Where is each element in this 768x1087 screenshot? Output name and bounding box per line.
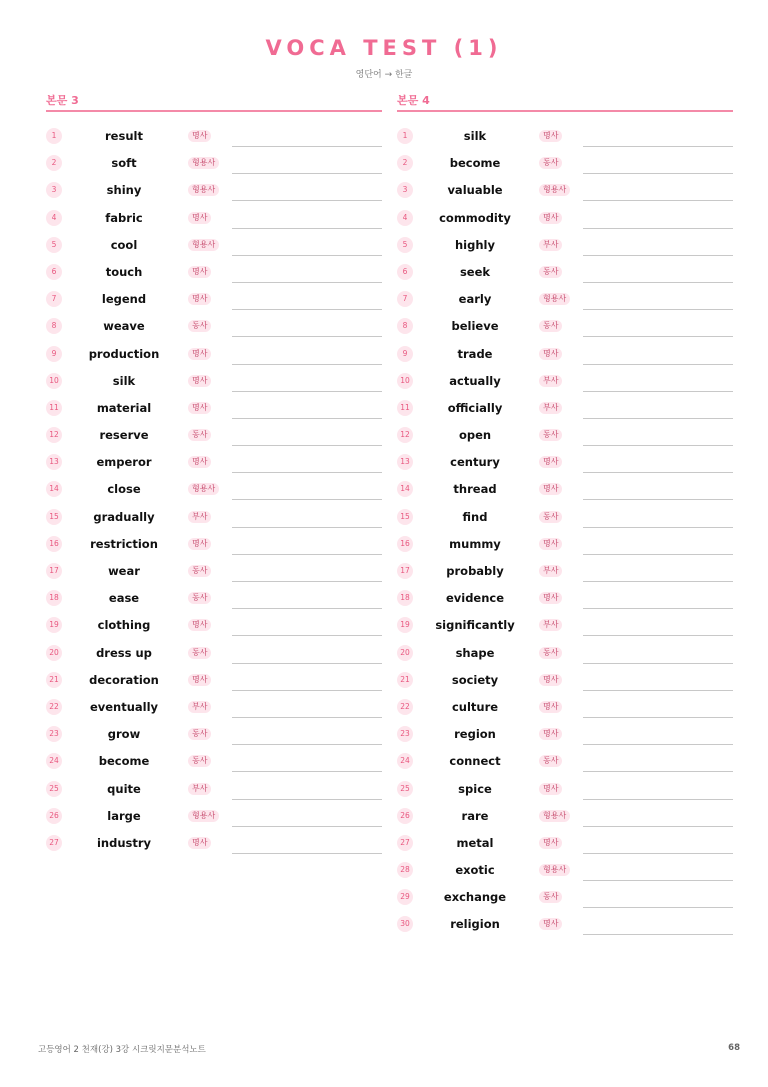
vocab-row [397, 885, 733, 912]
answer-line[interactable] [583, 554, 733, 555]
answer-line[interactable] [583, 336, 733, 337]
part-of-speech-badge: 동사 [539, 266, 562, 278]
part-of-speech-badge: 동사 [188, 592, 211, 604]
item-number: 7 [397, 291, 413, 307]
item-number: 14 [46, 481, 62, 497]
part-of-speech-badge: 동사 [188, 647, 211, 659]
english-word: significantly [435, 618, 515, 633]
answer-line[interactable] [583, 228, 733, 229]
answer-line[interactable] [232, 472, 382, 473]
answer-line[interactable] [232, 499, 382, 500]
item-number: 1 [397, 128, 413, 144]
part-of-speech-badge: 명사 [539, 483, 562, 495]
vocab-row [46, 831, 382, 858]
english-word: emperor [96, 455, 152, 470]
item-number: 5 [397, 237, 413, 253]
vocab-row [46, 342, 382, 369]
item-number: 22 [397, 699, 413, 715]
part-of-speech-badge: 명사 [188, 402, 211, 414]
answer-line[interactable] [583, 445, 733, 446]
vocab-row [46, 260, 382, 287]
english-word: century [450, 455, 500, 470]
english-word: rare [461, 808, 489, 823]
english-word: commodity [439, 210, 511, 225]
vocab-row [46, 613, 382, 640]
vocab-row [46, 532, 382, 559]
part-of-speech-badge: 형용사 [539, 184, 570, 196]
english-word: grow [107, 727, 141, 742]
answer-line[interactable] [232, 554, 382, 555]
part-of-speech-badge: 형용사 [539, 864, 570, 876]
vocab-row [397, 477, 733, 504]
english-word: society [451, 672, 499, 687]
english-word: trade [457, 346, 493, 361]
answer-line[interactable] [232, 690, 382, 691]
item-number: 9 [46, 346, 62, 362]
part-of-speech-badge: 동사 [188, 565, 211, 577]
part-of-speech-badge: 명사 [188, 456, 211, 468]
answer-line[interactable] [232, 391, 382, 392]
vocab-row [46, 151, 382, 178]
part-of-speech-badge: 부사 [539, 619, 562, 631]
english-word: mummy [449, 536, 501, 551]
vocab-row [397, 804, 733, 831]
english-word: culture [451, 699, 499, 714]
answer-line[interactable] [232, 445, 382, 446]
part-of-speech-badge: 부사 [188, 511, 211, 523]
item-number: 8 [397, 318, 413, 334]
english-word: evidence [445, 591, 505, 606]
part-of-speech-badge: 명사 [539, 674, 562, 686]
footer-book-title: 고등영어 2 천재(강) 3강 시크릿지문분석노트 [38, 1045, 206, 1055]
part-of-speech-badge: 동사 [539, 429, 562, 441]
answer-line[interactable] [583, 364, 733, 365]
item-number: 17 [397, 563, 413, 579]
vocab-row [46, 314, 382, 341]
vocab-row [397, 450, 733, 477]
english-word: shape [455, 645, 495, 660]
vocab-row [397, 722, 733, 749]
part-of-speech-badge: 형용사 [539, 293, 570, 305]
part-of-speech-badge: 명사 [539, 456, 562, 468]
item-number: 8 [46, 318, 62, 334]
item-number: 6 [46, 264, 62, 280]
vocab-row [397, 206, 733, 233]
english-word: spice [458, 781, 492, 796]
answer-line[interactable] [232, 717, 382, 718]
part-of-speech-badge: 형용사 [539, 810, 570, 822]
vocab-row [46, 450, 382, 477]
answer-line[interactable] [583, 472, 733, 473]
part-of-speech-badge: 명사 [539, 783, 562, 795]
answer-line[interactable] [232, 635, 382, 636]
item-number: 22 [46, 699, 62, 715]
answer-line[interactable] [232, 581, 382, 582]
vocab-row [397, 233, 733, 260]
item-number: 16 [46, 536, 62, 552]
item-number: 12 [397, 427, 413, 443]
vocab-row [397, 559, 733, 586]
item-number: 24 [397, 753, 413, 769]
item-number: 16 [397, 536, 413, 552]
part-of-speech-badge: 동사 [539, 157, 562, 169]
english-word: early [458, 292, 492, 307]
item-number: 29 [397, 889, 413, 905]
answer-line[interactable] [232, 336, 382, 337]
english-word: material [96, 400, 152, 415]
part-of-speech-badge: 명사 [539, 212, 562, 224]
english-word: shiny [106, 183, 142, 198]
item-number: 2 [397, 155, 413, 171]
part-of-speech-badge: 형용사 [188, 239, 219, 251]
english-word: become [449, 156, 501, 171]
english-word: weave [103, 319, 145, 334]
part-of-speech-badge: 동사 [188, 728, 211, 740]
english-word: fabric [105, 210, 143, 225]
vocab-row [397, 777, 733, 804]
item-number: 13 [397, 454, 413, 470]
english-word: industry [96, 835, 152, 850]
part-of-speech-badge: 형용사 [188, 157, 219, 169]
item-number: 4 [46, 210, 62, 226]
part-of-speech-badge: 동사 [539, 511, 562, 523]
english-word: close [107, 482, 141, 497]
part-of-speech-badge: 부사 [539, 565, 562, 577]
item-number: 10 [397, 373, 413, 389]
english-word: dress up [96, 645, 152, 660]
english-word: highly [455, 237, 495, 252]
answer-line[interactable] [583, 717, 733, 718]
part-of-speech-badge: 명사 [539, 837, 562, 849]
english-word: believe [451, 319, 499, 334]
english-word: metal [456, 835, 494, 850]
english-word: soft [111, 156, 137, 171]
item-number: 7 [46, 291, 62, 307]
part-of-speech-badge: 부사 [188, 783, 211, 795]
english-word: reserve [99, 428, 149, 443]
english-word: find [462, 509, 488, 524]
vocab-row [46, 695, 382, 722]
part-of-speech-badge: 동사 [539, 891, 562, 903]
vocab-row [397, 260, 733, 287]
part-of-speech-badge: 동사 [188, 429, 211, 441]
part-of-speech-badge: 명사 [188, 619, 211, 631]
section-column-right [397, 93, 733, 940]
answer-line[interactable] [583, 826, 733, 827]
vocab-row [46, 124, 382, 151]
part-of-speech-badge: 부사 [539, 402, 562, 414]
item-number: 27 [46, 835, 62, 851]
vocab-row [397, 151, 733, 178]
vocab-row [46, 722, 382, 749]
part-of-speech-badge: 형용사 [188, 184, 219, 196]
answer-line[interactable] [232, 200, 382, 201]
english-word: cool [110, 237, 138, 252]
vocab-row [397, 178, 733, 205]
item-number: 27 [397, 835, 413, 851]
item-number: 6 [397, 264, 413, 280]
english-word: touch [105, 264, 143, 279]
english-word: exotic [455, 863, 495, 878]
item-number: 21 [46, 672, 62, 688]
answer-line[interactable] [583, 200, 733, 201]
answer-line[interactable] [583, 282, 733, 283]
english-word: officially [447, 400, 503, 415]
answer-line[interactable] [232, 255, 382, 256]
part-of-speech-badge: 명사 [188, 837, 211, 849]
part-of-speech-badge: 명사 [539, 538, 562, 550]
answer-line[interactable] [232, 608, 382, 609]
vocab-row [397, 641, 733, 668]
part-of-speech-badge: 명사 [539, 728, 562, 740]
english-word: large [107, 808, 141, 823]
vocab-row [397, 369, 733, 396]
item-number: 20 [397, 645, 413, 661]
english-word: connect [449, 754, 501, 769]
item-number: 1 [46, 128, 62, 144]
answer-line[interactable] [583, 907, 733, 908]
answer-line[interactable] [583, 309, 733, 310]
english-word: region [454, 727, 496, 742]
part-of-speech-badge: 명사 [188, 375, 211, 387]
vocab-row [397, 831, 733, 858]
vocab-row [397, 314, 733, 341]
answer-line[interactable] [232, 309, 382, 310]
vocab-row [46, 206, 382, 233]
english-word: religion [450, 917, 500, 932]
english-word: restriction [90, 536, 158, 551]
english-word: ease [108, 591, 140, 606]
vocab-row [397, 586, 733, 613]
item-number: 18 [46, 590, 62, 606]
item-number: 13 [46, 454, 62, 470]
vocab-row [397, 287, 733, 314]
answer-line[interactable] [583, 799, 733, 800]
vocab-row [46, 641, 382, 668]
part-of-speech-badge: 명사 [188, 212, 211, 224]
item-number: 24 [46, 753, 62, 769]
page-title: VOCA TEST (1) [265, 36, 503, 60]
vocab-row [46, 559, 382, 586]
vocab-list [397, 124, 733, 940]
item-number: 11 [46, 400, 62, 416]
vocab-row [46, 749, 382, 776]
vocab-row [46, 287, 382, 314]
vocab-row [397, 912, 733, 939]
answer-line[interactable] [232, 853, 382, 854]
item-number: 26 [397, 808, 413, 824]
answer-line[interactable] [232, 527, 382, 528]
part-of-speech-badge: 명사 [188, 293, 211, 305]
answer-line[interactable] [232, 364, 382, 365]
vocab-row [397, 342, 733, 369]
vocab-row [46, 668, 382, 695]
page-number: 68 [728, 1043, 740, 1053]
part-of-speech-badge: 명사 [188, 538, 211, 550]
answer-line[interactable] [583, 934, 733, 935]
answer-line[interactable] [232, 146, 382, 147]
item-number: 11 [397, 400, 413, 416]
section-heading: 본문 4 [397, 93, 733, 112]
vocab-row [46, 505, 382, 532]
english-word: open [458, 428, 492, 443]
answer-line[interactable] [583, 608, 733, 609]
item-number: 4 [397, 210, 413, 226]
vocab-row [46, 369, 382, 396]
vocab-row [397, 532, 733, 559]
english-word: clothing [97, 618, 151, 633]
item-number: 2 [46, 155, 62, 171]
item-number: 18 [397, 590, 413, 606]
english-word: result [105, 129, 143, 143]
part-of-speech-badge: 형용사 [188, 810, 219, 822]
section-heading: 본문 3 [46, 93, 382, 112]
item-number: 14 [397, 481, 413, 497]
vocab-row [46, 477, 382, 504]
answer-line[interactable] [583, 418, 733, 419]
answer-line[interactable] [583, 853, 733, 854]
answer-line[interactable] [583, 255, 733, 256]
item-number: 23 [397, 726, 413, 742]
part-of-speech-badge: 명사 [188, 348, 211, 360]
answer-line[interactable] [583, 146, 733, 147]
vocab-row [397, 505, 733, 532]
part-of-speech-badge: 형용사 [188, 483, 219, 495]
english-word: legend [101, 292, 147, 307]
answer-line[interactable] [232, 228, 382, 229]
part-of-speech-badge: 동사 [539, 320, 562, 332]
section-column-left [46, 93, 382, 858]
item-number: 26 [46, 808, 62, 824]
answer-line[interactable] [583, 635, 733, 636]
vocab-row [46, 423, 382, 450]
english-word: exchange [443, 890, 507, 905]
vocab-row [397, 749, 733, 776]
item-number: 15 [46, 509, 62, 525]
item-number: 30 [397, 916, 413, 932]
answer-line[interactable] [232, 744, 382, 745]
answer-line[interactable] [583, 173, 733, 174]
item-number: 17 [46, 563, 62, 579]
part-of-speech-badge: 명사 [539, 701, 562, 713]
item-number: 10 [46, 373, 62, 389]
english-word: thread [453, 482, 497, 497]
vocab-row [397, 423, 733, 450]
english-word: seek [459, 264, 491, 279]
item-number: 15 [397, 509, 413, 525]
answer-line[interactable] [583, 581, 733, 582]
english-word: wear [108, 564, 140, 578]
vocab-row [397, 396, 733, 423]
part-of-speech-badge: 명사 [539, 348, 562, 360]
vocab-row [397, 613, 733, 640]
answer-line[interactable] [583, 771, 733, 772]
part-of-speech-badge: 명사 [539, 918, 562, 930]
english-word: eventually [89, 699, 159, 714]
part-of-speech-badge: 명사 [188, 266, 211, 278]
answer-line[interactable] [583, 663, 733, 664]
item-number: 5 [46, 237, 62, 253]
english-word: become [98, 754, 150, 769]
vocab-row [46, 586, 382, 613]
item-number: 25 [397, 781, 413, 797]
part-of-speech-badge: 동사 [539, 755, 562, 767]
english-word: valuable [447, 183, 503, 198]
answer-line[interactable] [232, 282, 382, 283]
part-of-speech-badge: 명사 [539, 130, 562, 142]
vocab-row [46, 233, 382, 260]
answer-line[interactable] [583, 527, 733, 528]
part-of-speech-badge: 부사 [539, 375, 562, 387]
answer-line[interactable] [583, 391, 733, 392]
part-of-speech-badge: 부사 [539, 239, 562, 251]
item-number: 3 [397, 182, 413, 198]
vocab-row [46, 178, 382, 205]
item-number: 21 [397, 672, 413, 688]
vocab-row [46, 804, 382, 831]
vocab-row [397, 668, 733, 695]
answer-line[interactable] [232, 799, 382, 800]
item-number: 3 [46, 182, 62, 198]
english-word: gradually [93, 509, 155, 524]
vocab-row [46, 777, 382, 804]
answer-line[interactable] [583, 744, 733, 745]
part-of-speech-badge: 동사 [539, 647, 562, 659]
answer-line[interactable] [232, 173, 382, 174]
english-word: probably [446, 564, 504, 578]
item-number: 25 [46, 781, 62, 797]
english-word: actually [449, 373, 501, 388]
answer-line[interactable] [583, 880, 733, 881]
part-of-speech-badge: 동사 [188, 320, 211, 332]
part-of-speech-badge: 명사 [188, 674, 211, 686]
english-word: silk [463, 129, 487, 143]
english-word: production [88, 346, 160, 361]
item-number: 19 [397, 617, 413, 633]
vocab-row [397, 858, 733, 885]
page-subtitle: 영단어 → 한글 [355, 70, 413, 80]
answer-line[interactable] [232, 663, 382, 664]
item-number: 12 [46, 427, 62, 443]
item-number: 28 [397, 862, 413, 878]
item-number: 23 [46, 726, 62, 742]
answer-line[interactable] [583, 499, 733, 500]
english-word: decoration [89, 672, 159, 687]
vocab-list [46, 124, 382, 858]
part-of-speech-badge: 부사 [188, 701, 211, 713]
english-word: silk [112, 373, 136, 388]
answer-line[interactable] [232, 826, 382, 827]
item-number: 19 [46, 617, 62, 633]
vocab-row [46, 396, 382, 423]
part-of-speech-badge: 명사 [539, 592, 562, 604]
vocab-row [397, 124, 733, 151]
english-word: quite [107, 781, 141, 796]
answer-line[interactable] [232, 418, 382, 419]
part-of-speech-badge: 명사 [188, 130, 211, 142]
item-number: 9 [397, 346, 413, 362]
vocab-row [397, 695, 733, 722]
part-of-speech-badge: 동사 [188, 755, 211, 767]
item-number: 20 [46, 645, 62, 661]
answer-line[interactable] [583, 690, 733, 691]
answer-line[interactable] [232, 771, 382, 772]
